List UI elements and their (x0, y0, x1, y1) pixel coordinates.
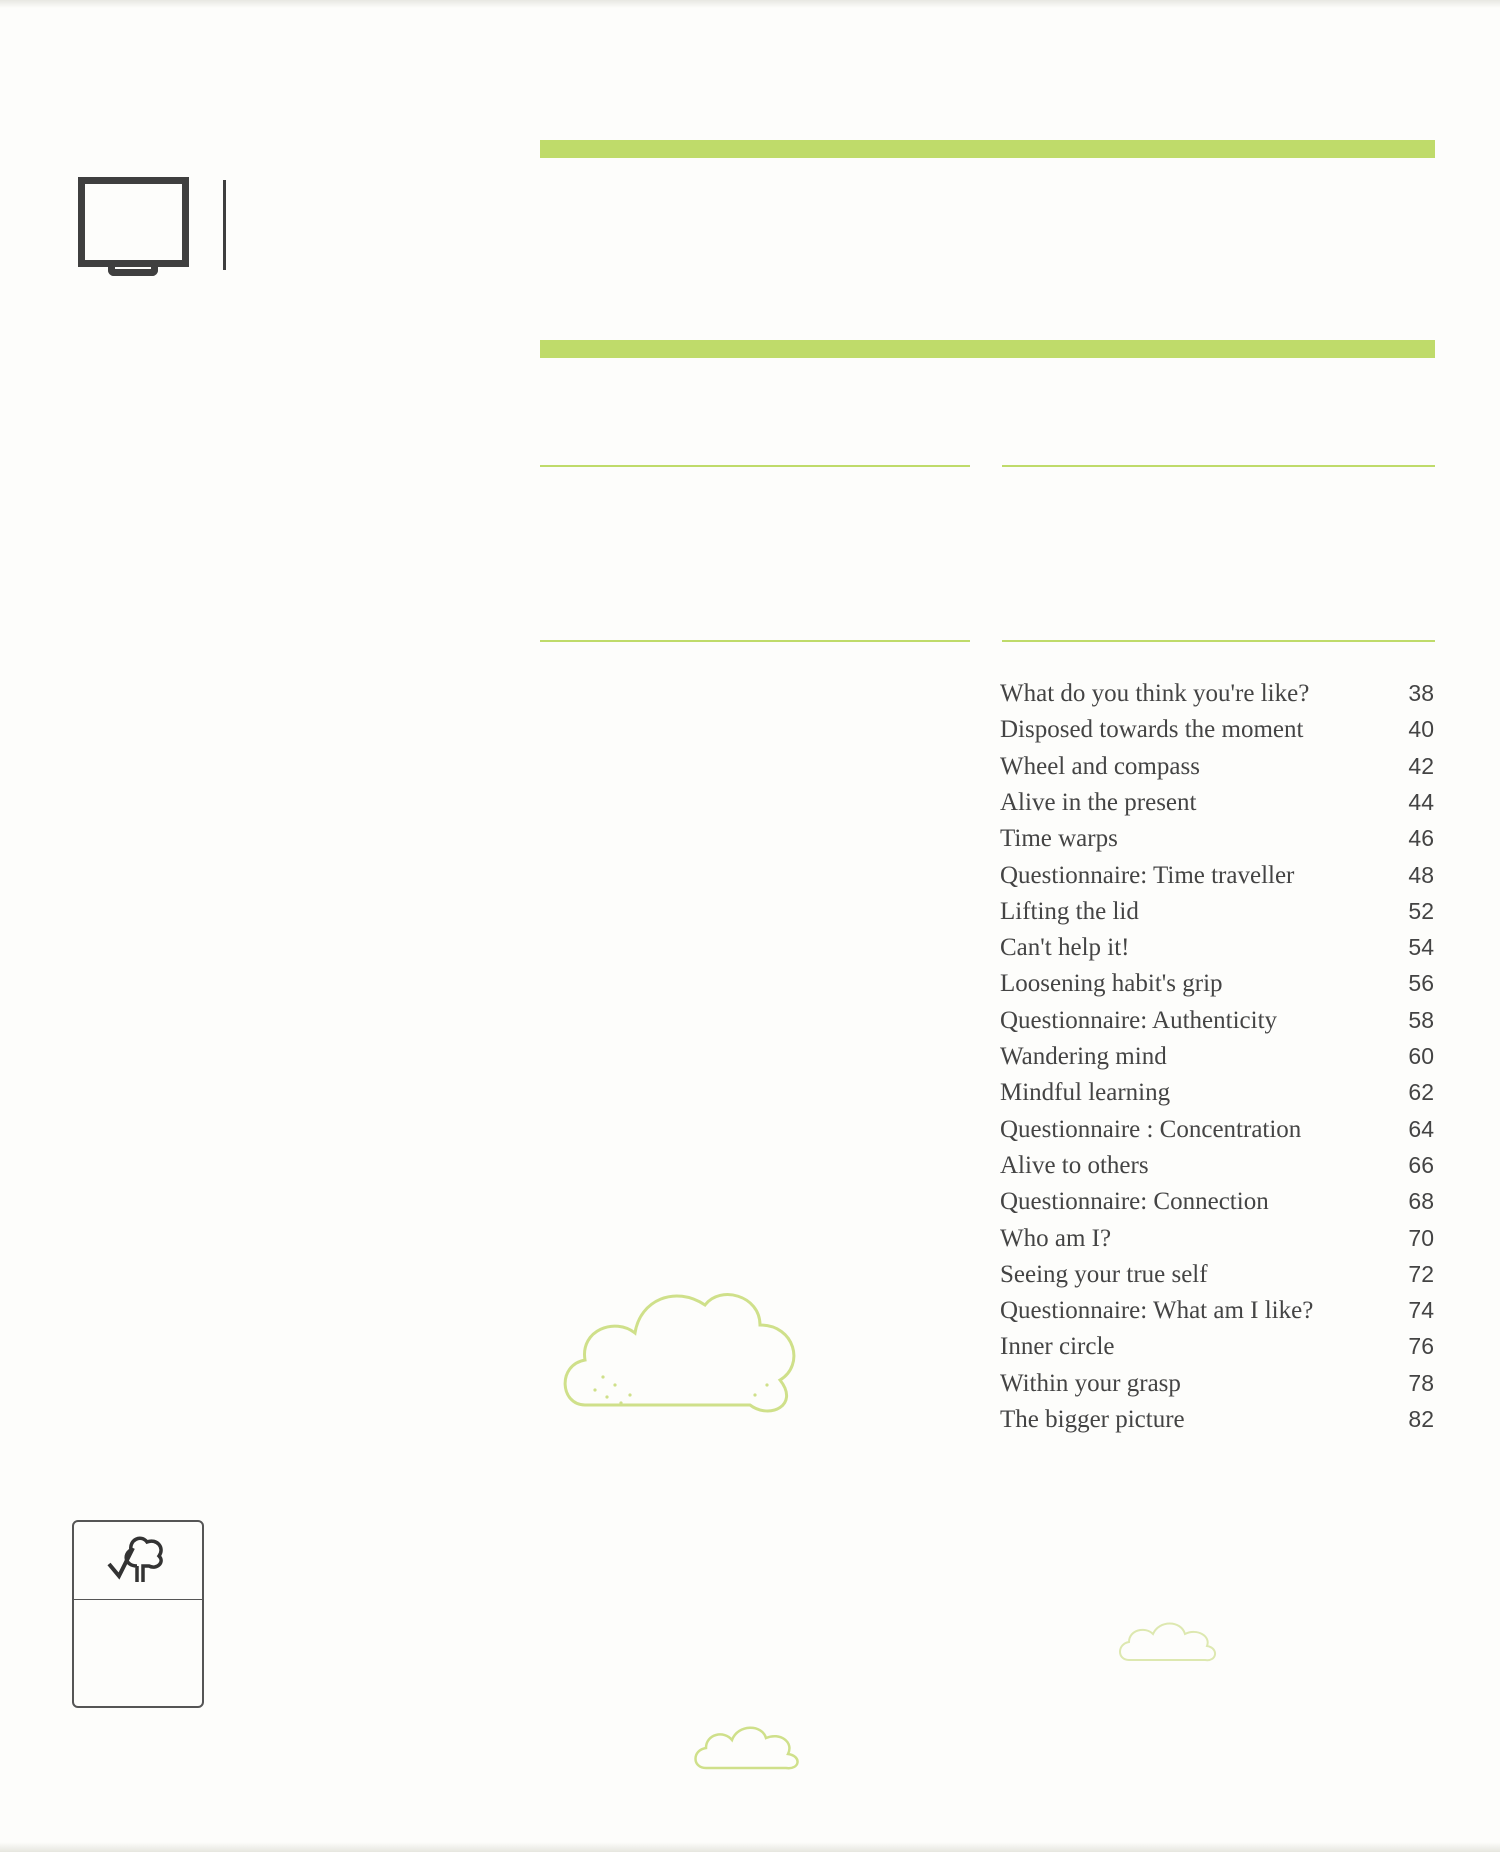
divider (540, 465, 970, 467)
toc-entry[interactable] (1000, 1406, 1434, 1442)
toc-page: 48 (1408, 861, 1434, 888)
toc-entry[interactable] (538, 886, 970, 922)
toc-entry[interactable] (538, 1133, 970, 1169)
toc-page: 72 (1408, 1260, 1434, 1287)
toc-entry[interactable] (1000, 970, 1434, 1006)
toc-entry[interactable] (538, 850, 970, 886)
divider (1002, 465, 1435, 467)
toc-entry[interactable] (1000, 1261, 1434, 1297)
toc-entry[interactable] (1000, 1188, 1434, 1224)
toc-label: Alive to others (1000, 1151, 1149, 1179)
toc-label: What do you think you're like? (1000, 680, 1310, 707)
toc-label: Seeing your true self (1000, 1260, 1208, 1288)
cloud-illustration (690, 1710, 810, 1780)
toc-entry[interactable] (1000, 1225, 1434, 1261)
credits (75, 316, 495, 347)
cloud-illustration (1115, 1610, 1225, 1670)
toc-label: Questionnaire: Authenticity (1000, 1006, 1278, 1034)
fsc-logo (72, 1520, 204, 1708)
toc-label: Within your grasp (1000, 1369, 1181, 1397)
divider (540, 640, 970, 642)
toc-entry[interactable] (1000, 1079, 1434, 1115)
page-bottom-edge (0, 1842, 1500, 1852)
toc-page: 66 (1408, 1151, 1434, 1178)
accent-bar-top (540, 140, 1435, 158)
toc-entry[interactable] (1000, 825, 1434, 861)
toc-label: Alive in the present (1000, 788, 1197, 816)
divider (1002, 640, 1435, 642)
toc-entry[interactable] (1000, 1007, 1434, 1043)
toc-page: 46 (1408, 825, 1434, 852)
cloud-illustration (555, 1255, 815, 1425)
toc-entry[interactable] (1000, 1370, 1434, 1406)
toc-label (538, 675, 562, 734)
accent-bar-bottom (540, 340, 1435, 358)
toc-entry[interactable] (1000, 1116, 1434, 1152)
credit-line (75, 316, 495, 347)
toc-entry[interactable] (1000, 1043, 1434, 1079)
toc-page: 60 (1408, 1043, 1434, 1069)
toc-label: Questionnaire: What am I like? (1000, 1297, 1314, 1325)
toc-label: Questionnaire: Time traveller (1000, 861, 1295, 889)
toc-label-line (538, 1031, 562, 1061)
toc-label: Wandering mind (1000, 1043, 1167, 1070)
toc-entry[interactable] (538, 741, 970, 777)
toc-page: 62 (1408, 1079, 1434, 1106)
toc-entry[interactable] (1000, 862, 1434, 898)
toc-page: 82 (1408, 1406, 1434, 1432)
fsc-code (74, 1599, 202, 1603)
tree-check-icon (103, 1530, 173, 1588)
toc-page: 56 (1408, 970, 1434, 997)
toc-page: 70 (1408, 1224, 1434, 1251)
toc-label-line (538, 705, 562, 735)
toc-entry[interactable] (1000, 753, 1434, 789)
dk-logo (78, 177, 189, 267)
toc-entry[interactable] (538, 959, 970, 995)
toc-page: 68 (1408, 1188, 1434, 1215)
toc-label: Questionnaire : Concentration (1000, 1115, 1302, 1143)
page-top-edge (0, 0, 1500, 8)
toc-page: 38 (1408, 680, 1434, 706)
toc-page: 42 (1408, 752, 1434, 779)
logo-divider (223, 180, 226, 270)
toc-label: Can't help it! (1000, 934, 1130, 962)
toc-label: Lifting the lid (1000, 897, 1139, 925)
toc-label: Who am I? (1000, 1224, 1112, 1252)
toc-entry[interactable] (1000, 716, 1434, 752)
toc-entry[interactable] (538, 995, 970, 1031)
toc-label (538, 1031, 562, 1090)
toc-label-line (538, 675, 562, 705)
toc-entry[interactable] (538, 777, 970, 813)
toc-entry[interactable] (538, 922, 970, 958)
toc-page: 78 (1408, 1369, 1434, 1396)
toc-page: 54 (1408, 934, 1434, 961)
toc-entry[interactable] (1000, 1297, 1434, 1333)
toc-page: 52 (1408, 897, 1434, 924)
toc-entry[interactable] (1000, 789, 1434, 825)
toc-page: 64 (1408, 1115, 1434, 1142)
toc-page: 76 (1408, 1333, 1434, 1360)
toc-label: Wheel and compass (1000, 752, 1200, 780)
toc-entry[interactable] (538, 1031, 970, 1097)
toc-entry[interactable] (1000, 1333, 1434, 1369)
toc-page: 44 (1408, 788, 1434, 815)
toc-label: Disposed towards the moment (1000, 716, 1304, 744)
toc-entry[interactable] (1000, 1152, 1434, 1188)
toc-label: Inner circle (1000, 1333, 1115, 1361)
toc-page: 40 (1408, 716, 1434, 743)
toc-label: Mindful learning (1000, 1079, 1171, 1107)
toc-page: 74 (1408, 1297, 1434, 1324)
toc-entry[interactable] (1000, 680, 1434, 716)
toc-label: Questionnaire: Connection (1000, 1188, 1269, 1216)
toc-label: Loosening habit's grip (1000, 970, 1223, 998)
toc-entry[interactable] (1000, 898, 1434, 934)
toc-label: Time warps (1000, 825, 1118, 853)
toc-entry[interactable] (1000, 934, 1434, 970)
toc-entry[interactable] (538, 813, 970, 849)
toc-entry[interactable] (538, 1097, 970, 1133)
toc-label-line (538, 1061, 562, 1091)
toc-page: 58 (1408, 1006, 1434, 1033)
toc-entry[interactable] (538, 675, 970, 741)
dk-logo-tab (108, 262, 158, 276)
toc-label: The bigger picture (1000, 1406, 1185, 1433)
